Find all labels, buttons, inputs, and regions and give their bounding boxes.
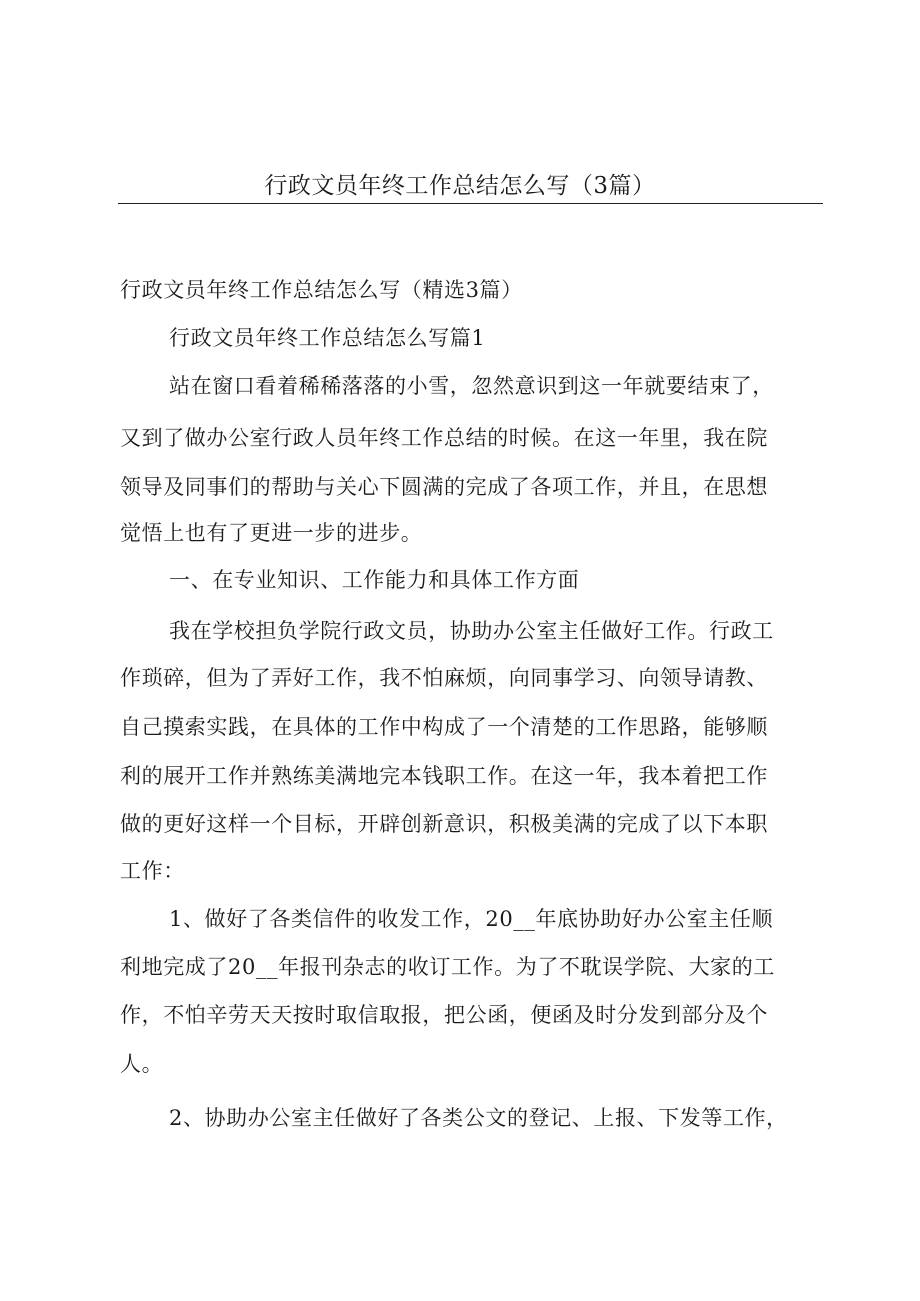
list-item-line: 1、做好了各类信件的收发工作，20__年底协助好办公室主任顺: [169, 907, 774, 931]
list-item-line: 2、协助办公室主任做好了各类公文的登记、上报、下发等工作，: [169, 1106, 788, 1130]
paragraph-line: 作琐碎，但为了弄好工作，我不怕麻烦，向同事学习、向领导请教、: [120, 666, 768, 690]
subtitle-line: 行政文员年终工作总结怎么写（精选3篇）: [120, 278, 523, 302]
paragraph-line: 领导及同事们的帮助与关心下圆满的完成了各项工作，并且，在思想: [120, 475, 768, 499]
list-item-line: 利地完成了20__年报刊杂志的收订工作。为了不耽误学院、大家的工: [120, 955, 775, 979]
list-item-line: 作，不怕辛劳天天按时取信取报，把公函，便函及时分发到部分及个: [120, 1003, 768, 1027]
paragraph-line: 站在窗口看着稀稀落落的小雪，忽然意识到这一年就要结束了，: [169, 374, 774, 398]
paragraph-line: 利的展开工作并熟练美满地完本钱职工作。在这一年，我本着把工作: [120, 764, 768, 788]
section-heading: 行政文员年终工作总结怎么写篇1: [169, 326, 486, 350]
page-title: 行政文员年终工作总结怎么写（3篇）: [264, 173, 656, 199]
title-underline: [118, 203, 823, 204]
paragraph-line: 我在学校担负学院行政文员，协助办公室主任做好工作。行政工: [169, 619, 774, 643]
subheading-line: 一、在专业知识、工作能力和具体工作方面: [169, 568, 580, 592]
paragraph-line: 工作：: [120, 859, 185, 883]
paragraph-line: 觉悟上也有了更进一步的进步。: [120, 521, 423, 545]
paragraph-line: 自己摸索实践，在具体的工作中构成了一个清楚的工作思路，能够顺: [120, 715, 768, 739]
paragraph-line: 做的更好这样一个目标，开辟创新意识，积极美满的完成了以下本职: [120, 812, 768, 836]
list-item-line: 人。: [120, 1052, 164, 1076]
paragraph-line: 又到了做办公室行政人员年终工作总结的时候。在这一年里，我在院: [120, 426, 768, 450]
